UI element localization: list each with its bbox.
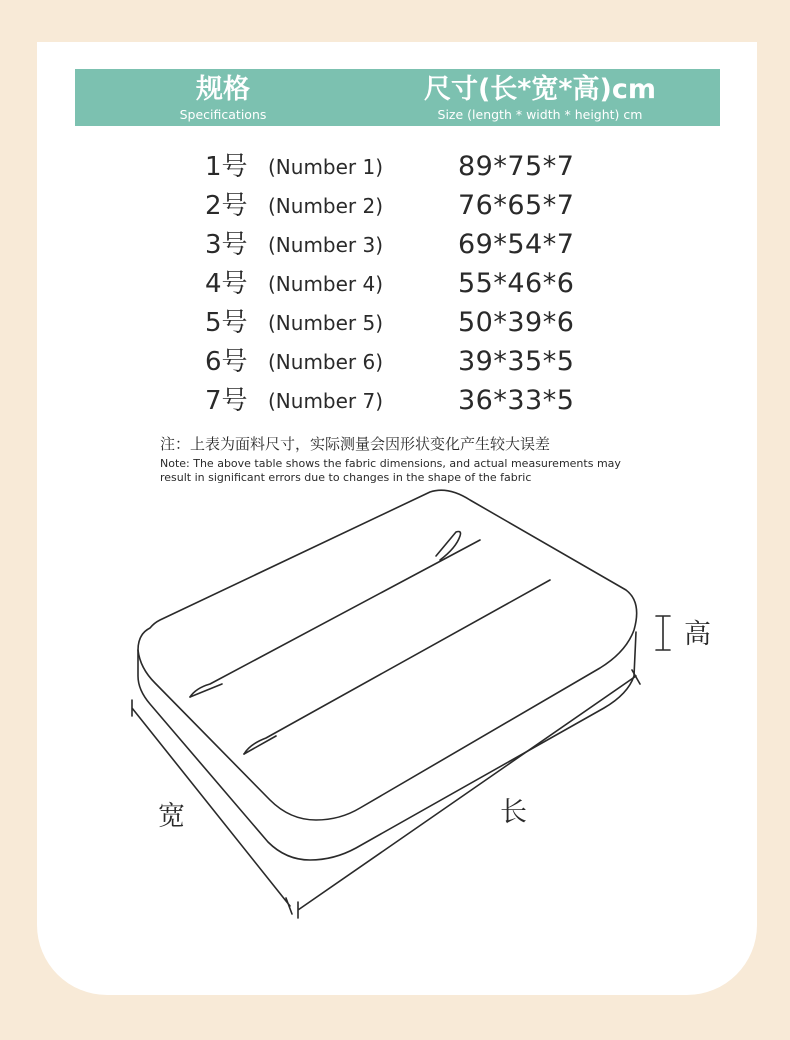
row-number-en: (Number 4) bbox=[268, 272, 384, 296]
row-size: 36*33*5 bbox=[458, 385, 575, 416]
row-number-en: (Number 2) bbox=[268, 194, 384, 218]
height-label: 高 bbox=[684, 619, 711, 650]
row-size: 55*46*6 bbox=[458, 268, 575, 299]
note-en: Note: The above table shows the fabric dimensions, and actual measurements may result in significant errors due to changes in the shape of the fabric bbox=[160, 457, 621, 484]
length-dimension bbox=[298, 670, 640, 918]
row-number-cn: 1号 bbox=[205, 152, 248, 182]
height-dimension bbox=[656, 616, 670, 650]
row-number-en: (Number 1) bbox=[268, 155, 384, 179]
cushion-side-outline bbox=[138, 632, 636, 860]
row-number-en: (Number 6) bbox=[268, 350, 384, 374]
width-label: 宽 bbox=[158, 801, 185, 832]
row-number-cn: 6号 bbox=[205, 347, 248, 377]
cushion-seam-2-tail bbox=[244, 736, 276, 754]
row-number-cn: 2号 bbox=[205, 191, 248, 221]
cushion-top-outline bbox=[138, 490, 637, 820]
note-cn: 注：上表为面料尺寸，实际测量会因形状变化产生较大误差 bbox=[160, 435, 551, 453]
row-size: 76*65*7 bbox=[458, 190, 575, 221]
length-label: 长 bbox=[500, 797, 527, 828]
row-number-en: (Number 3) bbox=[268, 233, 384, 257]
width-dimension bbox=[132, 700, 292, 914]
row-number-en: (Number 7) bbox=[268, 389, 384, 413]
cushion-seam-1 bbox=[190, 540, 480, 697]
row-number-cn: 4号 bbox=[205, 269, 248, 299]
row-size: 39*35*5 bbox=[458, 346, 575, 377]
size-header-en: Size (length * width * height) cm bbox=[437, 107, 643, 122]
cushion-seam-2 bbox=[244, 580, 550, 754]
spec-header-en: Specifications bbox=[179, 107, 267, 122]
row-size: 89*75*7 bbox=[458, 151, 575, 182]
row-number-cn: 5号 bbox=[205, 308, 248, 338]
spec-header-cn: 规格 bbox=[196, 74, 250, 105]
row-size: 50*39*6 bbox=[458, 307, 575, 338]
row-number-cn: 3号 bbox=[205, 230, 248, 260]
row-size: 69*54*7 bbox=[458, 229, 575, 260]
row-number-cn: 7号 bbox=[205, 386, 248, 416]
size-header-cn: 尺寸(长*宽*高)cm bbox=[423, 74, 657, 105]
zipper-tab bbox=[436, 532, 461, 561]
row-number-en: (Number 5) bbox=[268, 311, 384, 335]
